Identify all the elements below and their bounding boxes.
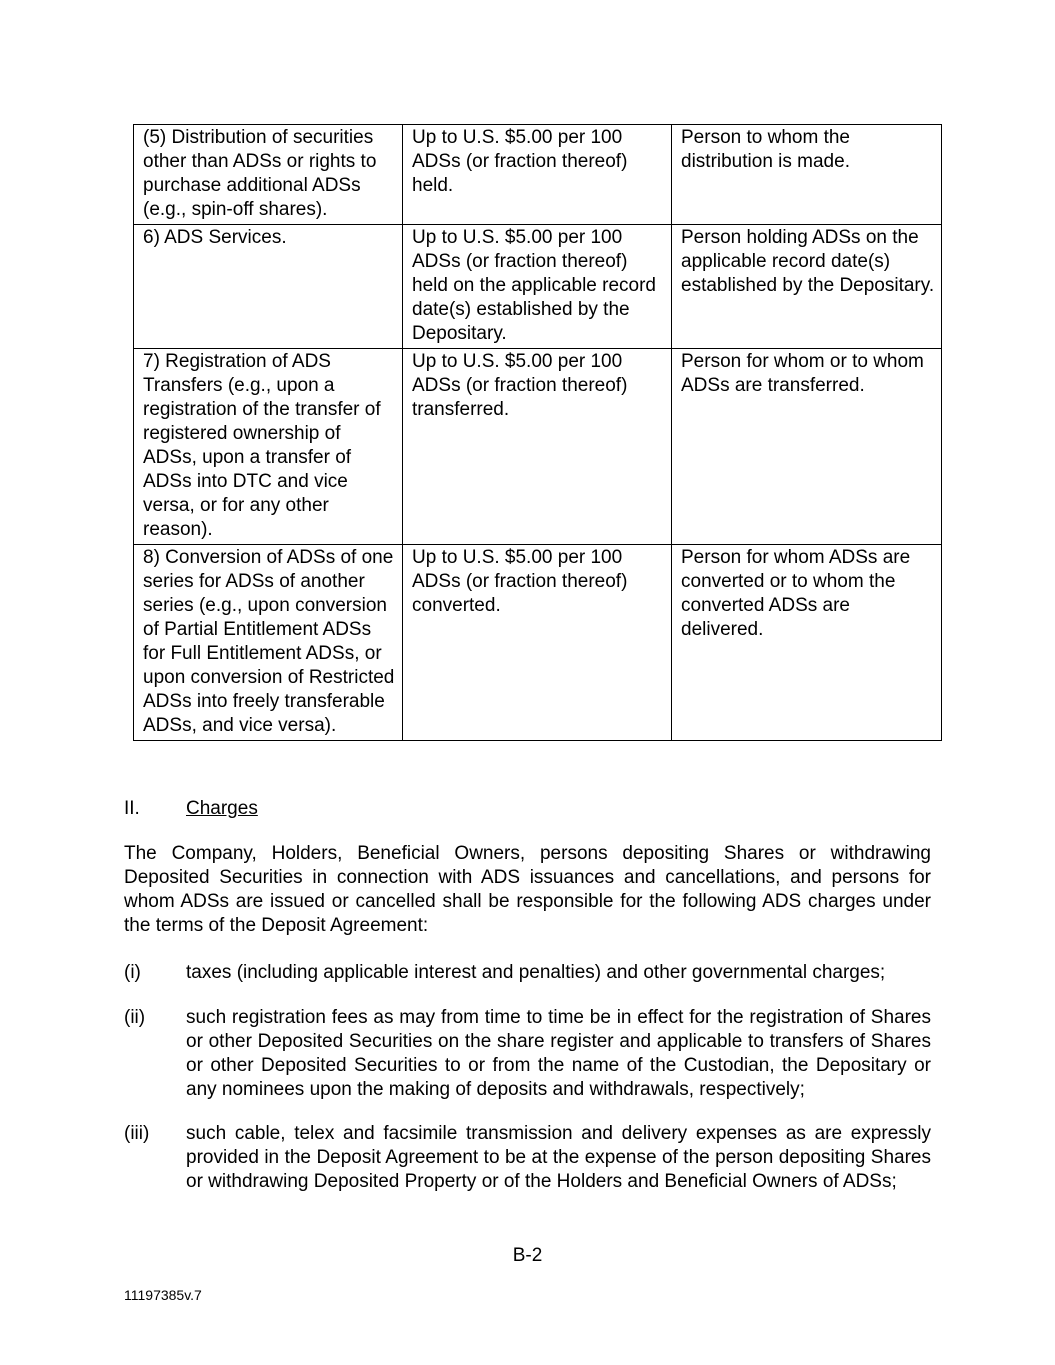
fee-cell: Up to U.S. $5.00 per 100 ADSs (or fraction thereof) converted.	[403, 545, 672, 741]
service-cell: (5) Distribution of securities other than ADSs or rights to purchase additional ADSs (e.g., spin-off shares).	[134, 125, 403, 225]
table-row	[134, 225, 942, 349]
intro-paragraph: The Company, Holders, Beneficial Owners, persons depositing Shares or withdrawing Deposited Securities in connection with ADS issuances and cancellations, and persons for whom ADSs are issued or cancelled shall be responsible for the following ADS charges under the terms of the Deposit Agreement:	[124, 843, 931, 936]
table-row	[134, 545, 942, 741]
page-number: B-2	[512, 1245, 543, 1266]
list-text: taxes (including applicable interest and penalties) and other governmental charges;	[186, 962, 886, 983]
section-number: II.	[124, 798, 140, 819]
section-title: Charges	[186, 798, 258, 819]
payer-cell: Person for whom ADSs are converted or to whom the converted ADSs are delivered.	[672, 545, 942, 741]
document-id: 11197385v.7	[124, 1287, 202, 1303]
service-cell: 6) ADS Services.	[134, 225, 403, 349]
service-cell: 8) Conversion of ADSs of one series for ADSs of another series (e.g., upon conversion of Partial Entitlement ADSs for Full Entitlement ADSs, or upon conversion of Restricted ADSs into freely transferable ADSs, and vice versa).	[134, 545, 403, 741]
fee-cell: Up to U.S. $5.00 per 100 ADSs (or fraction thereof) held.	[403, 125, 672, 225]
list-marker: (i)	[124, 962, 141, 983]
list-text: such registration fees as may from time to time be in effect for the registration of Shares or other Deposited Securities on the share register and applicable to transfers of Shares or other Deposited Securities to or from the name of the Custodian, the Depositary or any nominees upon the making of deposits and withdrawals, respectively;	[186, 1007, 931, 1100]
fee-table	[133, 124, 942, 741]
list-item	[124, 1006, 931, 1102]
table-row	[134, 349, 942, 545]
payer-cell: Person holding ADSs on the applicable record date(s) established by the Depositary.	[672, 225, 942, 349]
list-marker: (iii)	[124, 1123, 150, 1144]
payer-cell: Person to whom the distribution is made.	[672, 125, 942, 225]
table-row	[134, 125, 942, 225]
service-cell: 7) Registration of ADS Transfers (e.g., upon a registration of the transfer of registered ownership of ADSs, upon a transfer of ADSs into DTC and vice versa, or for any other reason).	[134, 349, 403, 545]
list-text: such cable, telex and facsimile transmission and delivery expenses as are expressly provided in the Deposit Agreement to be at the expense of the person depositing Shares or withdrawing Deposited Property or of the Holders and Beneficial Owners of ADSs;	[186, 1123, 931, 1192]
fee-cell: Up to U.S. $5.00 per 100 ADSs (or fraction thereof) held on the applicable record date(s) established by the Depositary.	[403, 225, 672, 349]
list-item	[124, 1122, 931, 1194]
list-marker: (ii)	[124, 1007, 146, 1028]
list-item	[124, 961, 931, 985]
section-heading	[124, 797, 258, 821]
payer-cell: Person for whom or to whom ADSs are transferred.	[672, 349, 942, 545]
fee-cell: Up to U.S. $5.00 per 100 ADSs (or fraction thereof) transferred.	[403, 349, 672, 545]
